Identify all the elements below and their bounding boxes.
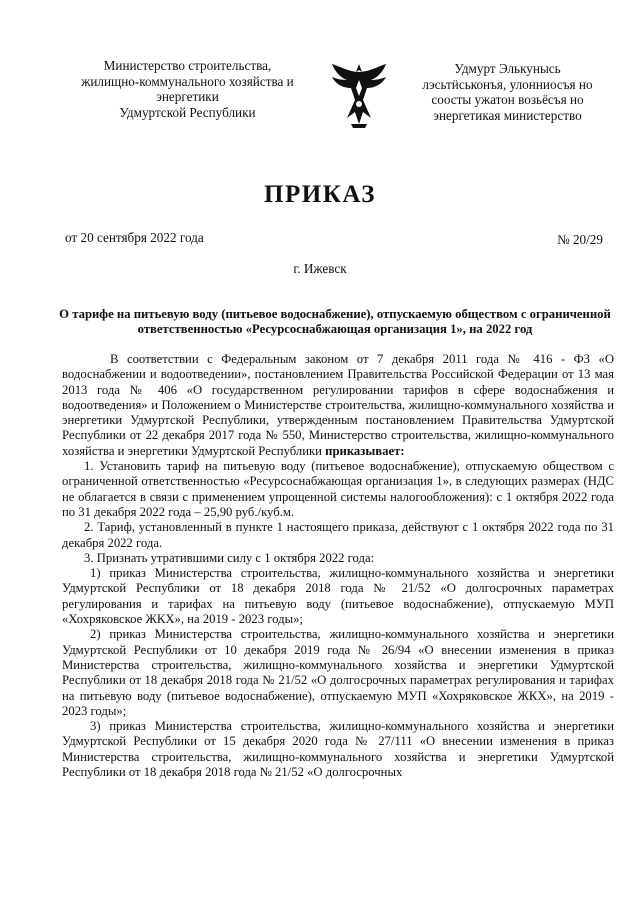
order-subject: О тарифе на питьевую воду (питьевое водоснабжение), отпускаемую обществом с ограниченной ответственностью «Ресурсоснабжающая организация 1», на 2022 год bbox=[59, 307, 611, 337]
order-body bbox=[62, 352, 614, 900]
city: г. Ижевск bbox=[293, 261, 347, 276]
header-line: Министерство строительства, bbox=[103, 58, 272, 73]
preamble-emphasis: приказывает bbox=[325, 443, 401, 458]
header-line: энергетики bbox=[156, 89, 219, 104]
sub-list-item: 2) приказ Министерства строительства, жилищно-коммунального хозяйства и энергетики Удмуртской Республики от 10 декабря 2019 года № 26/94 «О внесении изменения в приказ Министерства строительства, жилищно-коммунального хозяйства и энергетики Удмуртской Республики от 18 декабря 2018 года № 21/52 «О долгосрочных параметрах регулирования и тарифах на питьевую воду (питьевое водоснабжение), отпускаемую МУП «Хохряковское ЖКХ», на 2019 - 2023 годы»; bbox=[62, 627, 614, 718]
preamble bbox=[62, 352, 614, 459]
order-date: от 20 сентября 2022 года bbox=[65, 230, 204, 245]
header-line: энергетикая министерство bbox=[433, 107, 582, 123]
order-number: № 20/29 bbox=[557, 232, 603, 247]
header-line: жилищно-коммунального хозяйства и bbox=[81, 73, 294, 89]
sub-list-item: 3) приказ Министерства строительства, жилищно-коммунального хозяйства и энергетики Удмуртской Республики от 15 декабря 2020 года № 27/111 «О внесении изменения в приказ Министерства строительства, жилищно-коммунального хозяйства и энергетики Удмуртской Республики от 18 декабря 2018 года № 21/52 «О долгосрочных bbox=[62, 719, 614, 780]
header-line: соосты ужатон возьёсъя но bbox=[431, 92, 584, 107]
list-item: 3. Признать утратившими силу с 1 октября 2022 года: bbox=[84, 550, 375, 565]
coat-of-arms-icon bbox=[329, 58, 389, 130]
preamble-text: В соответствии с Федеральным законом от 7 декабря 2011 года № 416 - ФЗ «О водоснабжении и водоотведении», постановлением Правительства Российской Федерации от 13 мая 2013 года № 406 «О государственном регулировании тарифов в сфере водоснабжения и водоотведения» и Положением о Министерстве строительства, жилищно-коммунального хозяйства и энергетики Удмуртской Республики, утвержденным постановлением Правительства Удмуртской Республики от 22 декабря 2017 года № 550, Министерство строительства, жилищно-коммунального хозяйства и энергетики Удмуртской Республики bbox=[62, 352, 614, 458]
list-item: 2. Тариф, установленный в пункте 1 настоящего приказа, действуют с 1 октября 2022 года по 31 декабря 2022 года. bbox=[62, 520, 614, 550]
list-item: 1. Установить тариф на питьевую воду (питьевое водоснабжение), отпускаемую обществом с ограниченной ответственностью «Ресурсоснабжающая организация 1», в следующих размерах (НДС не облагается в связи с применением упрощенной системы налогообложения): с 1 октября 2022 года по 31 декабря 2022 года – 25,90 руб./куб.м. bbox=[62, 459, 614, 519]
header-line: Удмуртской Республики bbox=[119, 104, 256, 120]
header-line: Удмурт Элькунысь bbox=[454, 61, 561, 76]
sub-list-item: 1) приказ Министерства строительства, жилищно-коммунального хозяйства и энергетики Удмуртской Республики от 18 декабря 2018 года № 21/52 «О долгосрочных параметрах регулирования и тарифах на питьевую воду (питьевое водоснабжение), отпускаемую МУП «Хохряковское ЖКХ», на 2019 - 2023 годы»; bbox=[62, 566, 614, 627]
document-title: ПРИКАЗ bbox=[264, 181, 376, 208]
preamble-tail: : bbox=[400, 443, 405, 458]
ministry-name-russian bbox=[55, 58, 320, 120]
ministry-name-udmurt bbox=[400, 61, 615, 123]
header-line: лэсьтӥськонъя, улонниосъя но bbox=[422, 76, 593, 92]
